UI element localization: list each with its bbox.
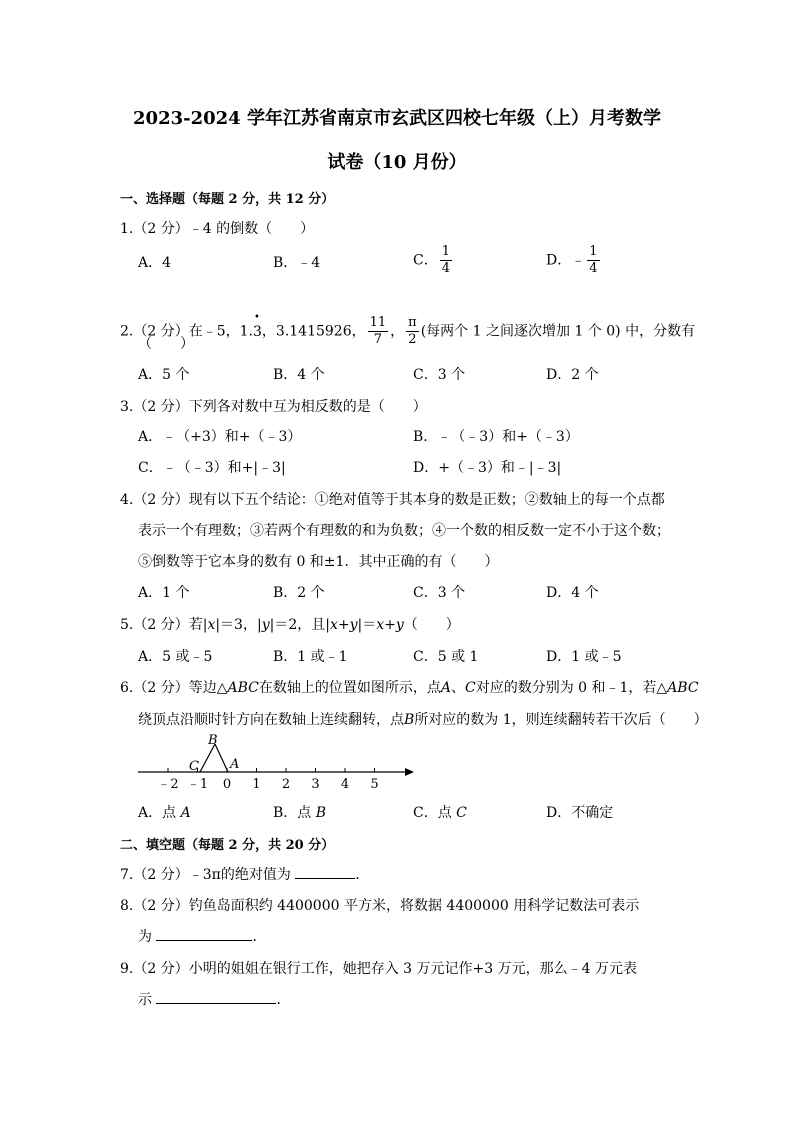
tick-label: 1 — [252, 777, 261, 792]
repeating-digit: 3 • — [253, 324, 262, 340]
triangle-side-ba — [215, 744, 228, 772]
q6-option-d: D．不确定 — [546, 805, 614, 821]
tick-label: ﹣2 — [157, 777, 179, 792]
question-9-line2: 示 ． — [138, 992, 291, 1008]
fraction: $\frac{1}{4}$ — [441, 244, 450, 276]
triangle-side-cb — [200, 744, 215, 772]
q3-option-a: A．﹣（+3）和+（﹣3） — [138, 429, 302, 445]
question-8-line1: 8.（2 分）钓鱼岛面积约 4400000 平方米，将数据 4400000 用科学记数法可表示 — [120, 898, 640, 914]
fraction: $\frac{11}{7}$ — [369, 315, 387, 347]
fraction: $\frac{1}{4}$ — [589, 244, 598, 276]
q2-option-b: B．4 个 — [273, 367, 325, 383]
q4-option-b: B．2 个 — [273, 585, 325, 601]
answer-blank — [295, 866, 355, 879]
question-5-stem: 5.（2 分）若|x|＝3，|y|＝2，且|x+y|＝x+y（ ） — [120, 617, 460, 633]
q5-option-d: D．1 或﹣5 — [546, 649, 622, 665]
label-point-c: C — [189, 759, 199, 774]
q5-option-a: A．5 或﹣5 — [138, 649, 213, 665]
label-point-b: B — [208, 733, 218, 748]
section-heading-fill: 二、填空题（每题 2 分，共 20 分） — [120, 838, 335, 853]
question-4-line1: 4.（2 分）现有以下五个结论：①绝对值等于其本身的数是正数；②数轴上的每一个点都 — [120, 492, 665, 508]
exam-title-line2: 试卷（10 月份） — [327, 152, 467, 173]
label-point-a: A — [230, 757, 240, 772]
q1-option-d: D．﹣ $\frac{1}{4}$ — [546, 244, 598, 276]
question-1-stem: 1.（2 分）﹣4 的倒数（ ） — [120, 221, 315, 237]
q5-option-c: C．5 或 1 — [413, 649, 479, 665]
tick-label: ﹣1 — [186, 777, 209, 792]
question-6-line2: 绕顶点沿顺时针方向在数轴上连续翻转，点B所对应的数为 1，则连续翻转若干次后（ ） — [138, 712, 708, 728]
question-2-stem: 2.（2 分）在﹣5，1.3 •，3.1415926， $\frac{11}{7}$ ， $\frac{\pi}{2}$ (每两个 1 之间逐次增加 1 个 0) 中，分数有 — [120, 315, 695, 348]
answer-blank — [156, 928, 252, 941]
q6-option-b: B．点 B — [273, 805, 327, 821]
question-8-line2: 为 ． — [138, 929, 267, 945]
q4-option-d: D．4 个 — [546, 585, 599, 601]
question-3-stem: 3.（2 分）下列各对数中互为相反数的是（ ） — [120, 399, 427, 415]
question-2-paren: （ ） — [138, 336, 194, 352]
arrow-head-icon — [405, 768, 414, 776]
q4-option-c: C．3 个 — [413, 585, 466, 601]
q2-option-d: D．2 个 — [546, 367, 599, 383]
tick-label: 5 — [370, 777, 379, 792]
tick-label: 0 — [222, 777, 232, 792]
question-4-line2: 表示一个有理数；③若两个有理数的和为负数；④一个数的相反数一定不小于这个数； — [138, 523, 670, 539]
answer-blank — [156, 991, 276, 1004]
number-line-figure — [130, 730, 420, 794]
q3-option-d: D．+（﹣3）和﹣|﹣3| — [413, 460, 562, 476]
tick-label: 2 — [281, 777, 291, 792]
question-7-stem: 7.（2 分）﹣3π的绝对值为 ． — [120, 867, 370, 883]
q1-option-c: C． $\frac{1}{4}$ — [413, 244, 450, 276]
q5-option-b: B．1 或﹣1 — [273, 649, 348, 665]
q3-option-c: C．﹣（﹣3）和+|﹣3| — [138, 460, 286, 476]
tick-label: 3 — [311, 777, 320, 792]
question-9-line1: 9.（2 分）小明的姐姐在银行工作，她把存入 3 万元记作+3 万元，那么﹣4 万元表 — [120, 961, 637, 977]
question-4-line3: ⑤倒数等于它本身的数有 0 和±1．其中正确的有（ ） — [138, 554, 499, 570]
exam-title-line1: 2023-2024 学年江苏省南京市玄武区四校七年级（上）月考数学 — [133, 108, 661, 129]
tick-label: 4 — [340, 777, 350, 792]
q4-option-a: A．1 个 — [138, 585, 190, 601]
q6-option-c: C．点 C — [413, 805, 467, 821]
q6-option-a: A．点 A — [138, 805, 191, 821]
q2-option-a: A．5 个 — [138, 367, 190, 383]
question-6-line1: 6.（2 分）等边△ABC在数轴上的位置如图所示，点A、C对应的数分别为 0 和﹣1，若△ABC — [120, 680, 699, 696]
q2-option-c: C．3 个 — [413, 367, 466, 383]
q1-option-a: A．4 — [138, 255, 172, 271]
fraction: $\frac{\pi}{2}$ — [408, 315, 417, 347]
q1-option-b: B．﹣4 — [273, 255, 321, 271]
section-heading-choice: 一、选择题（每题 2 分，共 12 分） — [120, 192, 335, 207]
q3-option-b: B．﹣（﹣3）和+（﹣3） — [413, 429, 579, 445]
